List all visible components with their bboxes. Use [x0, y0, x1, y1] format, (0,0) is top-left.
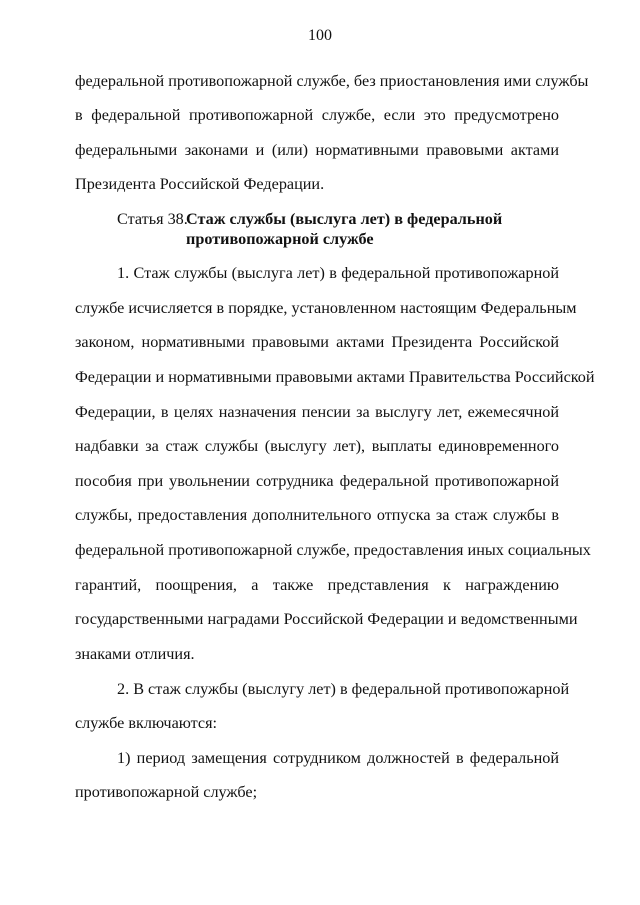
page-number: 100: [308, 27, 332, 44]
text-line: 1) период замещения сотрудником должностей в федеральной: [117, 749, 559, 767]
text-line: федеральной противопожарной службе, предоставления иных социальных: [75, 541, 591, 559]
text-line: Президента Российской Федерации.: [75, 175, 325, 193]
text-line: службе включаются:: [75, 714, 218, 732]
text-line: федеральными законами и (или) нормативными правовыми актами: [75, 141, 559, 159]
article-label: Статья 38.: [117, 210, 188, 228]
text-line: надбавки за стаж службы (выслугу лет), выплаты единовременного: [75, 437, 559, 455]
text-line: законом, нормативными правовыми актами Президента Российской: [75, 333, 559, 351]
text-line: противопожарной службе;: [75, 783, 258, 801]
article-heading: [117, 208, 502, 230]
text-line: знаками отличия.: [75, 645, 195, 663]
text-line: службе исчисляется в порядке, установленном настоящим Федеральным: [75, 299, 577, 317]
article-title: Стаж службы (выслуга лет) в федеральной: [186, 210, 503, 228]
text-line: государственными наградами Российской Федерации и ведомственными: [75, 610, 578, 628]
text-line: в федеральной противопожарной службе, если это предусмотрено: [75, 106, 559, 124]
text-line: 2. В стаж службы (выслугу лет) в федеральной противопожарной: [117, 680, 570, 698]
text-line: службы, предоставления дополнительного отпуска за стаж службы в: [75, 506, 559, 524]
text-line: пособия при увольнении сотрудника федеральной противопожарной: [75, 472, 559, 490]
article-title-continuation: противопожарной службе: [186, 230, 374, 248]
text-line: Федерации, в целях назначения пенсии за выслугу лет, ежемесячной: [75, 403, 559, 421]
text-line: 1. Стаж службы (выслуга лет) в федеральной противопожарной: [117, 264, 559, 282]
text-line: гарантий, поощрения, а также представления к награждению: [75, 576, 559, 594]
text-line: федеральной противопожарной службе, без приостановления ими службы: [75, 72, 589, 90]
text-line: Федерации и нормативными правовыми актами Правительства Российской: [75, 368, 595, 386]
